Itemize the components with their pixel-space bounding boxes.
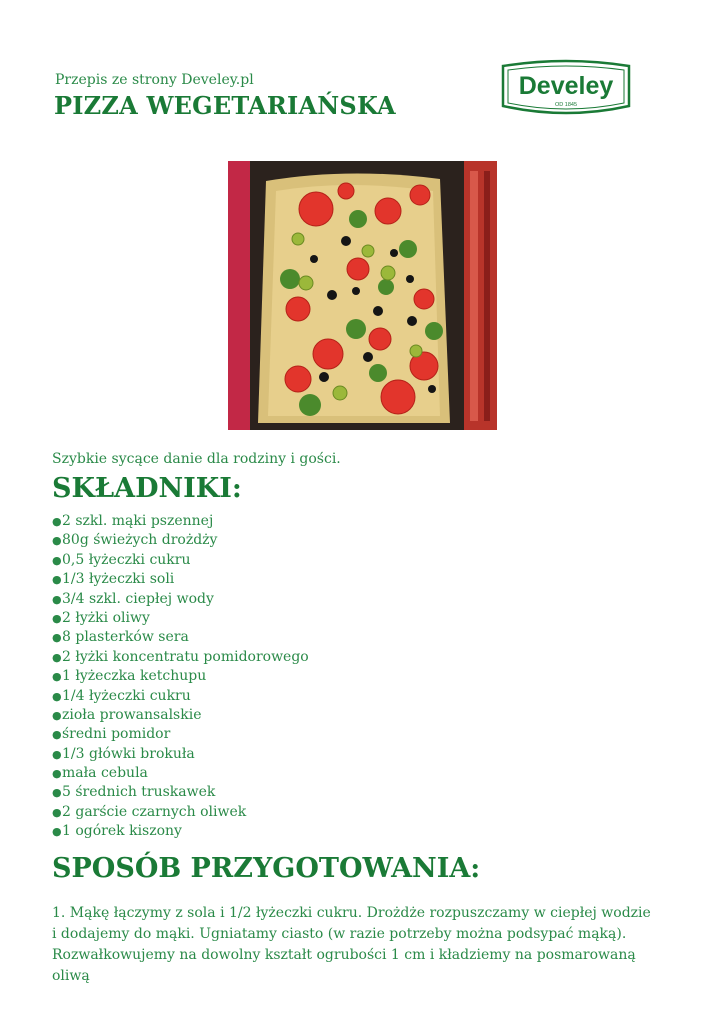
ingredient-item: ●2 szkl. mąki pszennej	[52, 512, 309, 531]
logo-wordmark: Develey	[518, 72, 614, 100]
ingredient-item: ●5 średnich truskawek	[52, 783, 309, 802]
preparation-step: 1. Mąkę łączymy z sola i 1/2 łyżeczki cukru. Drożdże rozpuszczamy w ciepłej wodzie i dodajemy do mąki. Ugniatamy ciasto (w razie potrzeby można podsypać mąką). Rozwałkowujemy na dowolny kształt ogrubości 1 cm i kładziemy na posmarowaną oliwą	[52, 905, 651, 984]
pizza-photo	[228, 161, 497, 430]
bullet-icon: ●	[52, 611, 62, 625]
bullet-icon: ●	[52, 747, 62, 761]
bullet-icon: ●	[52, 767, 62, 781]
bullet-icon: ●	[52, 689, 62, 703]
develey-logo	[497, 58, 635, 122]
ingredient-item: ●1/4 łyżeczki cukru	[52, 687, 309, 706]
ingredients-heading: SKŁADNIKI:	[52, 473, 242, 504]
ingredient-item: ●mała cebula	[52, 764, 309, 783]
ingredient-item: ●1/3 łyżeczki soli	[52, 570, 309, 589]
bullet-icon: ●	[52, 670, 62, 684]
logo-since: OD 1845	[554, 102, 578, 108]
ingredient-item: ●średni pomidor	[52, 725, 309, 744]
bullet-icon: ●	[52, 786, 62, 800]
bullet-icon: ●	[52, 650, 62, 664]
ingredient-item: ●1 łyżeczka ketchupu	[52, 667, 309, 686]
ingredient-item: ●0,5 łyżeczki cukru	[52, 551, 309, 570]
ingredient-item: ●zioła prowansalskie	[52, 706, 309, 725]
bullet-icon: ●	[52, 592, 62, 606]
bullet-icon: ●	[52, 825, 62, 839]
page-title: PIZZA WEGETARIAŃSKA	[54, 91, 396, 120]
bullet-icon: ●	[52, 631, 62, 645]
bullet-icon: ●	[52, 515, 62, 528]
ingredients-list	[52, 512, 309, 842]
preparation-heading: SPOSÓB PRZYGOTOWANIA:	[52, 853, 481, 884]
ingredient-item: ●2 garście czarnych oliwek	[52, 803, 309, 822]
bullet-icon: ●	[52, 534, 62, 548]
recipe-intro: Szybkie sycące danie dla rodziny i gości.	[52, 451, 341, 467]
bullet-icon: ●	[52, 728, 62, 742]
ingredient-item: ●2 łyżki koncentratu pomidorowego	[52, 648, 309, 667]
recipe-source: Przepis ze strony Develey.pl	[55, 72, 254, 88]
ingredient-item: ●8 plasterków sera	[52, 628, 309, 647]
ingredient-item: ●3/4 szkl. ciepłej wody	[52, 590, 309, 609]
bullet-icon: ●	[52, 805, 62, 819]
ingredient-item: ●80g świeżych drożdży	[52, 531, 309, 550]
ingredient-item: ●2 łyżki oliwy	[52, 609, 309, 628]
bullet-icon: ●	[52, 708, 62, 722]
bullet-icon: ●	[52, 553, 62, 567]
bullet-icon: ●	[52, 573, 62, 587]
ingredient-item: ●1/3 główki brokuła	[52, 745, 309, 764]
ingredient-item: ●1 ogórek kiszony	[52, 822, 309, 841]
